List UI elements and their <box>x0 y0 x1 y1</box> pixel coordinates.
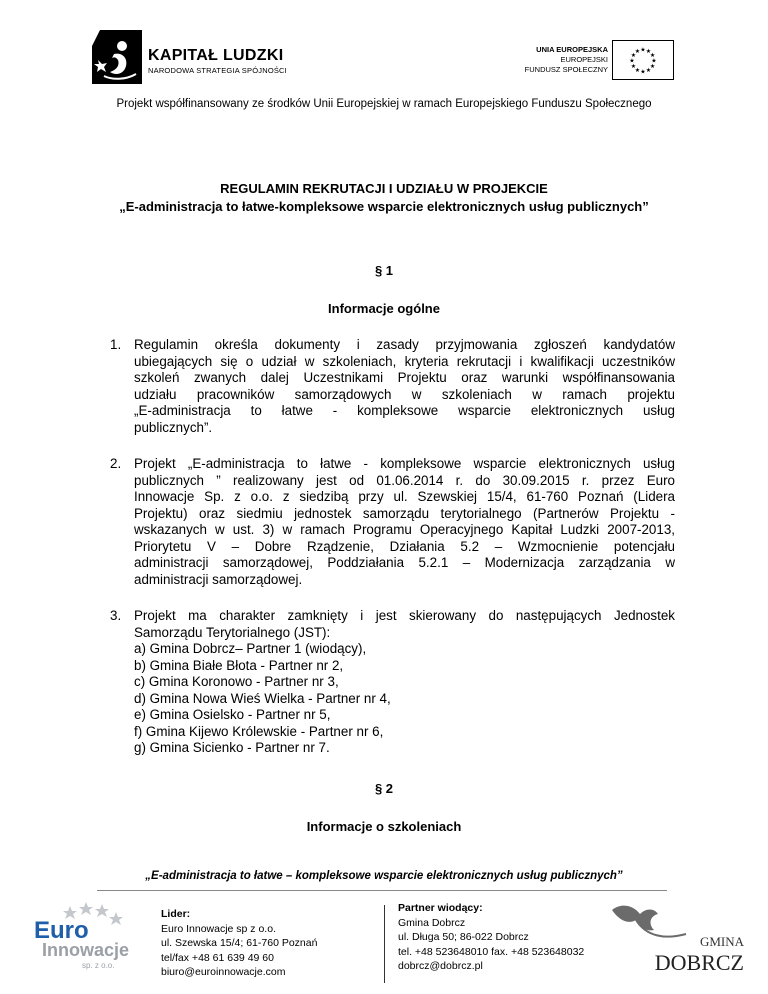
cofinancing-note: Projekt współfinansowany ze środków Unii Europejskiej w ramach Europejskiego Funduszu Społecznego <box>116 98 652 110</box>
eu-star-icon: ★ <box>640 46 646 54</box>
eu-star-icon: ★ <box>634 47 641 55</box>
partner-line: tel. +48 523648010 fax. +48 523648032 <box>398 945 585 958</box>
leader-heading: Lider: <box>161 908 191 920</box>
paragraph-1-line: „E-administracja to łatwe - kompleksowe wsparcie elektronicznych usług <box>134 403 675 418</box>
paragraph-1-line: publicznych”. <box>134 419 213 435</box>
paragraph-1-line: udziału pracowników samorządowych w szkoleniach w ramach projektu <box>134 386 675 402</box>
partner-list-item: d) Gmina Nowa Wieś Wielka - Partner nr 4, <box>134 690 391 706</box>
kapital-ludzki-logo <box>92 30 142 84</box>
paragraph-2-line: Projektu) oraz siedmiu jednostek samorządu terytorialnego (Partnerów Projektu - <box>134 505 675 521</box>
eu-fund-line2: FUNDUSZ SPOŁECZNY <box>524 65 608 74</box>
partner-contact <box>398 901 584 974</box>
paragraph-2 <box>112 456 675 588</box>
eu-star-icon: ★ <box>651 57 657 65</box>
leader-contact <box>161 907 317 980</box>
paragraph-2-line: wskazanych w ust. 3) w ramach Programu Operacyjnego Kapitał Ludzki 2007-2013, <box>134 522 675 537</box>
section-2-heading: Informacje o szkoleniach <box>306 819 462 834</box>
eu-star-icon: ★ <box>629 57 635 65</box>
eu-star-icon: ★ <box>649 63 656 70</box>
euro-logo-word3: sp. z o.o. <box>82 961 115 970</box>
euro-innowacje-logo <box>30 898 130 978</box>
partner-email[interactable]: dobrcz@dobrcz.pl <box>398 960 483 972</box>
gmina-dobrcz-logo <box>606 900 746 976</box>
partner-list-item: b) Gmina Białe Błota - Partner nr 2, <box>134 657 344 673</box>
gmina-logo-word2: DOBRCZ <box>654 950 744 975</box>
section-1-heading: Informacje ogólne <box>328 301 440 316</box>
document-title: REGULAMIN REKRUTACJI I UDZIAŁU W PROJEKCIE <box>220 181 548 196</box>
paragraph-2-line: Projekt „E-administracja to łatwe - kompleksowe wsparcie elektronicznych usług <box>134 456 675 471</box>
partner-list-item: g) Gmina Sicienko - Partner nr 7. <box>134 740 330 755</box>
project-name-title: „E-administracja to łatwe-kompleksowe wsparcie elektronicznych usług publicznych” <box>119 199 649 214</box>
partner-list-item: f) Gmina Kijewo Królewskie - Partner nr 6, <box>134 723 384 739</box>
paragraph-1-line: Regulamin określa dokumenty i zasady przyjmowania zgłoszeń kandydatów <box>134 337 675 352</box>
footer-divider <box>97 890 667 891</box>
paragraph-3-number: 3. <box>110 608 122 623</box>
leader-line: ul. Szewska 15/4; 61-760 Poznań <box>161 937 318 949</box>
paragraph-3-line: Samorządu Terytorialnego (JST): <box>134 624 331 640</box>
paragraph-3 <box>112 608 675 757</box>
section-1-sign: § 1 <box>374 263 394 278</box>
gmina-logo-word1: GMINA <box>699 934 744 949</box>
eu-star-icon: ★ <box>630 63 637 70</box>
leader-email[interactable]: biuro@euroinnowacje.com <box>161 966 286 978</box>
paragraph-1-number: 1. <box>110 337 122 352</box>
eu-star-icon: ★ <box>645 47 652 55</box>
paragraph-2-line: administracji samorządowej. <box>134 571 303 587</box>
kapital-ludzki-subtitle: NARODOWA STRATEGIA SPÓJNOŚCI <box>148 66 287 75</box>
partner-line: ul. Długa 50; 86-022 Dobrcz <box>398 931 529 943</box>
paragraph-2-line: publicznych ” realizowany jest od 01.06.2014 r. do 30.09.2015 r. przez Euro <box>134 472 675 488</box>
eu-star-icon: ★ <box>630 52 637 59</box>
eu-fund-line1: EUROPEJSKI <box>560 55 608 64</box>
euro-logo-word2: Innowacje <box>42 940 130 960</box>
partner-heading: Partner wiodący: <box>398 902 483 914</box>
eu-star-icon: ★ <box>640 68 646 76</box>
paragraph-1-line: ubiegających się o udział w szkoleniach, kryteria rekrutacji i kwalifikacji uczestników <box>134 353 675 369</box>
paragraph-3-line: Projekt ma charakter zamknięty i jest skierowany do następujących Jednostek <box>134 608 675 623</box>
paragraph-2-number: 2. <box>110 456 122 471</box>
partner-list-item: a) Gmina Dobrcz– Partner 1 (wiodący), <box>134 641 367 656</box>
leader-line: tel/fax +48 61 639 49 60 <box>161 951 274 964</box>
eu-flag-icon <box>612 40 674 80</box>
leader-line: Euro Innowacje sp z o.o. <box>161 922 276 935</box>
partner-line: Gmina Dobrcz <box>398 916 466 929</box>
paragraph-2-line: Innowacje Sp. z o.o. z siedzibą przy ul. Szewskiej 15/4, 61-760 Poznań (Lidera <box>134 489 675 504</box>
eu-star-icon: ★ <box>645 67 652 75</box>
euro-logo-word1: Euro <box>34 917 89 944</box>
paragraph-2-line: administracji samorządowej, Poddziałania 5.2.1 – Modernizacja zarządzania w <box>134 555 675 570</box>
eu-text <box>518 45 608 75</box>
eu-star-icon: ★ <box>634 67 641 75</box>
paragraph-2-line: Priorytetu V – Dobre Rządzenie, Działania 5.2 – Wzmocnienie potencjału <box>134 538 675 554</box>
eu-name: UNIA EUROPEJSKA <box>536 45 608 54</box>
paragraph-1 <box>112 337 675 436</box>
footer-column-divider <box>384 905 385 983</box>
partner-list-item: e) Gmina Osielsko - Partner nr 5, <box>134 707 331 722</box>
kapital-ludzki-title: KAPITAŁ LUDZKI <box>148 47 284 64</box>
paragraph-1-line: szkoleń zwanych dalej Uczestnikami Projektu oraz warunki współfinansowania <box>134 370 675 385</box>
section-2-sign: § 2 <box>374 781 394 796</box>
partner-list-item: c) Gmina Koronowo - Partner nr 3, <box>134 674 339 689</box>
eu-star-icon: ★ <box>649 52 656 59</box>
footer-project-title: „E-administracja to łatwe – kompleksowe wsparcie elektronicznych usług publicznych” <box>145 870 623 882</box>
